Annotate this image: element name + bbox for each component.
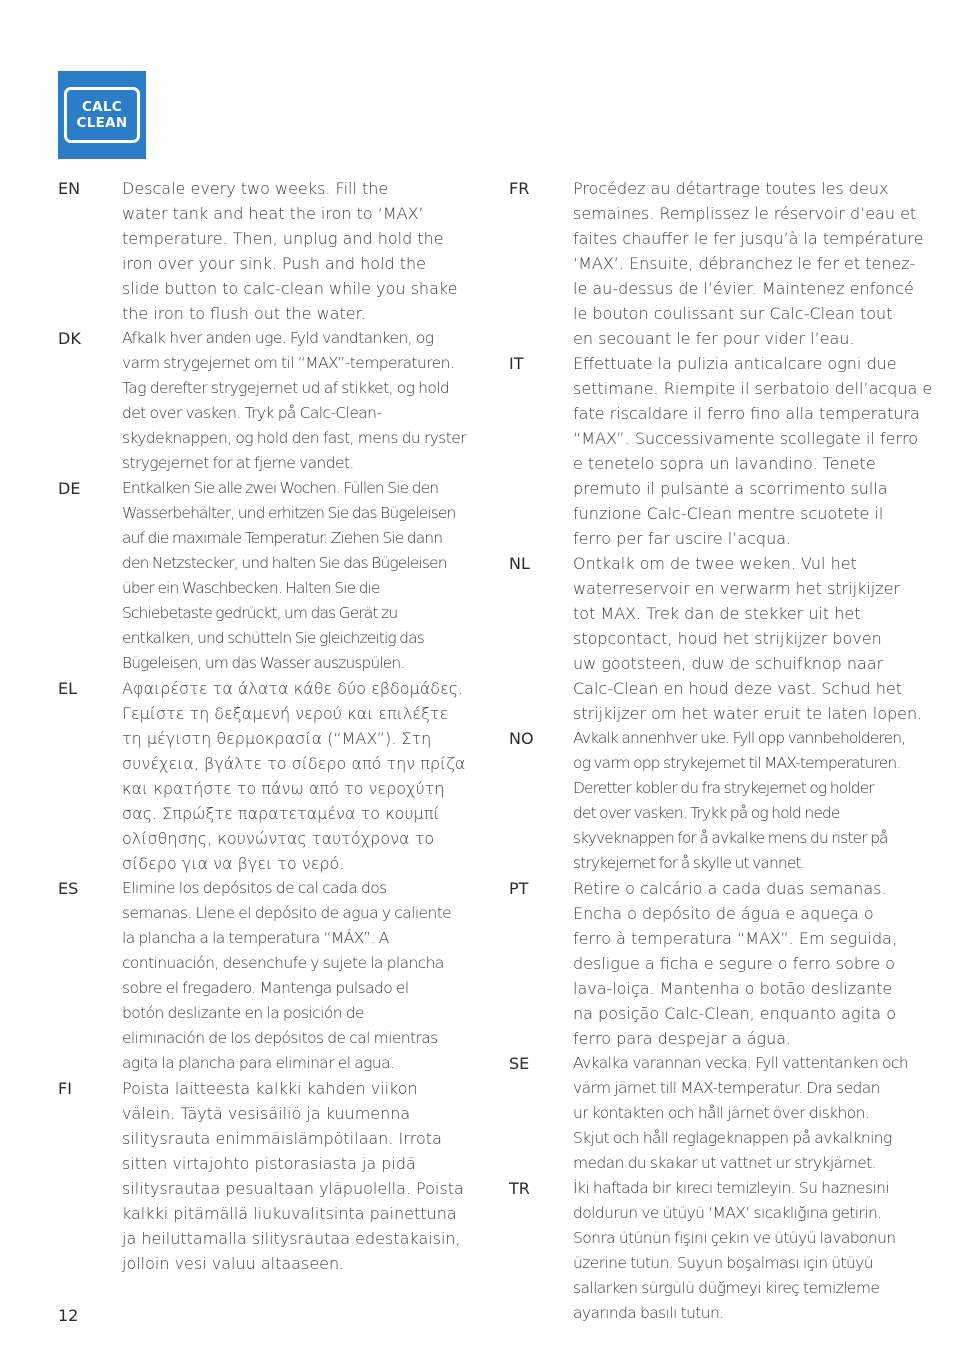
text-line: iron over your sink. Push and hold the [122,254,427,273]
text-line: water tank and heat the iron to ‘MAX’ [122,204,424,223]
text-line: varm strygejernet om til “MAX”-temperaturen. [122,354,455,372]
logo-line-2: CLEAN [76,115,128,131]
text-line: la plancha a la temperatura “MÁX”. A [122,929,389,947]
text-line: Calc-Clean en houd deze vast. Schud het [573,679,902,698]
text-line: ayarında basılı tutun. [573,1304,724,1322]
text-line: Bügeleisen, um das Wasser auszuspülen. [122,654,405,672]
language-code: EL [58,679,78,698]
text-line: botón deslizante en la posición de [122,1004,364,1022]
text-line: temperature. Then, unplug and hold the [122,229,444,248]
text-line: Skjut och håll reglageknappen på avkalkning [573,1129,892,1147]
text-line: waterreservoir en verwarm het strijkijzer [573,579,900,598]
text-line: Γεμίστε τη δεξαμενή νερού και επιλέξτε [122,704,449,723]
text-line: Avkalka varannan vecka. Fyll vattentanken och [573,1054,909,1072]
language-code: FR [509,179,530,198]
text-line: the iron to flush out the water. [122,304,366,323]
text-line: continuación, desenchufe y sujete la plancha [122,954,444,972]
instruction-text [573,876,909,1051]
language-entry-nl [509,551,923,726]
text-line: Retire o calcário a cada duas semanas. [573,879,887,898]
text-line: det over vasken. Trykk på og hold nede [573,804,840,822]
text-line: le bouton coulissant sur Calc-Clean tout [573,304,893,323]
text-line: Poista laitteesta kalkki kahden viikon [122,1079,418,1098]
language-code: ES [58,879,79,898]
text-line: Encha o depósito de água e aqueça o [573,904,874,923]
text-line: entkalken, und schütteln Sie gleichzeitig das [122,629,424,647]
language-entry-de [58,476,458,676]
logo-line-1: CALC [81,99,123,115]
text-line: Tag derefter strygejernet ud af stikket, og hold [122,379,450,397]
text-line: και κρατήστε το πάνω από το νεροχύτη [122,779,445,798]
text-line: Ontkalk om de twee weken. Vul het [573,554,857,573]
instruction-text [573,351,932,551]
text-line: lava-loiça. Mantenha o botão deslizante [573,979,893,998]
language-entry-se [509,1051,909,1176]
text-line: Αφαιρέστε τα άλατα κάθε δύο εβδομάδες. [122,679,464,698]
text-line: eliminación de los depósitos de cal mientras [122,1029,438,1047]
language-entry-tr [509,1176,909,1326]
text-line: Entkalken Sie alle zwei Wochen. Füllen Sie den [122,479,439,497]
text-line: ja heiluttamalla silitysrautaa edestakaisin, [122,1229,461,1248]
language-code: TR [509,1179,530,1198]
text-line: semaines. Remplissez le réservoir d’eau et [573,204,917,223]
instruction-text [573,726,909,876]
instruction-text [122,326,466,476]
text-line: premuto il pulsante a scorrimento sulla [573,479,888,498]
instruction-text [573,551,922,726]
instruction-text [573,176,923,351]
text-line: Sonra ütünün fişini çekin ve ütüyü lavabonun [573,1229,896,1247]
text-line: den Netzstecker, und halten Sie das Bügeleisen [122,554,447,572]
text-line: agita la plancha para eliminar el agua. [122,1054,395,1072]
text-line: doldurun ve ütüyü ‘MAX’ sıcaklığına getirin. [573,1204,882,1222]
calc-clean-badge [64,87,140,143]
instruction-text [122,176,458,326]
text-line: semanas. Llene el depósito de agua y caliente [122,904,452,922]
text-line: fate riscaldare il ferro fino alla temperatura [573,404,920,423]
text-line: ur kontakten och håll järnet över diskhon. [573,1104,870,1122]
text-line: uw gootsteen, duw de schuifknop naar [573,654,884,673]
language-entry-fi [58,1076,464,1276]
text-line: silitysrauta enimmäislämpötilaan. Irrota [122,1129,442,1148]
right-column [509,176,933,1326]
instruction-text [122,1076,464,1276]
language-entry-el [58,676,466,876]
text-line: Afkalk hver anden uge. Fyld vandtanken, og [122,329,434,347]
text-line: strijkijzer om het water eruit te laten lopen. [573,704,923,723]
text-line: über ein Waschbecken. Halten Sie die [122,579,380,597]
language-code: FI [58,1079,72,1098]
language-entry-dk [58,326,466,476]
text-line: ολίσθησης, κουνώντας ταυτόχρονα το [122,829,435,848]
text-line: desligue a ficha e segure o ferro sobre o [573,954,895,973]
text-line: ferro para despejar a água. [573,1029,792,1048]
text-line: ferro à temperatura “MAX”. Em seguida, [573,929,898,948]
text-line: Descale every two weeks. Fill the [122,179,389,198]
text-line: og varm opp strykejernet til MAX-temperaturen. [573,754,901,772]
text-line: medan du skakar ut vattnet ur strykjärnet. [573,1154,876,1172]
text-line: Procédez au détartrage toutes les deux [573,179,889,198]
language-code: EN [58,179,81,198]
text-line: üzerine tutun. Suyun boşalması için ütüyü [573,1254,873,1272]
text-line: ‘MAX’. Ensuite, débranchez le fer et tenez- [573,254,916,273]
text-line: “MAX”. Successivamente scollegate il ferro [573,429,919,448]
language-code: DE [58,479,81,498]
text-line: sallarken sürgülü düğmeyi kireç temizleme [573,1279,880,1297]
text-line: τη μέγιστη θερμοκρασία (“MAX”). Στη [122,729,432,748]
left-column [58,176,466,1276]
instruction-text [122,676,465,876]
text-line: sobre el fregadero. Mantenga pulsado el [122,979,409,997]
text-line: Deretter kobler du fra strykejernet og holder [573,779,874,797]
language-code: SE [509,1054,530,1073]
language-entry-fr [509,176,924,351]
text-line: skyveknappen for å avkalke mens du rister på [573,829,888,847]
text-line: jolloin vesi valuu altaaseen. [122,1254,345,1273]
text-line: Schiebetaste gedrückt, um das Gerät zu [122,604,398,622]
language-entry-no [509,726,909,876]
language-code: NO [509,729,534,748]
text-line: funzione Calc-Clean mentre scuotete il [573,504,884,523]
language-entry-es [58,876,458,1076]
text-line: le au-dessus de l’évier. Maintenez enfoncé [573,279,914,298]
text-line: strygejernet for at fjerne vandet. [122,454,354,472]
language-entry-it [509,351,933,551]
page-number: 12 [58,1306,79,1325]
text-line: Avkalk annenhver uke. Fyll opp vannbeholderen, [573,729,906,747]
text-line: slide button to calc-clean while you shake [122,279,458,298]
language-entry-pt [509,876,909,1051]
instruction-text [573,1176,909,1326]
text-line: stopcontact, houd het strijkijzer boven [573,629,882,648]
text-line: σίδερο για να βγει το νερό. [122,854,345,873]
language-code: NL [509,554,530,573]
text-line: Effettuate la pulizia anticalcare ogni due [573,354,897,373]
text-line: silitysrautaa pesualtaan yläpuolella. Poista [122,1179,464,1198]
language-code: DK [58,329,81,348]
language-code: IT [509,354,524,373]
instruction-text [573,1051,909,1176]
instruction-text [122,476,458,676]
language-code: PT [509,879,529,898]
text-line: İki haftada bir kireci temizleyin. Su haznesini [573,1179,890,1197]
text-line: välein. Täytä vesisäiliö ja kuumenna [122,1104,411,1123]
text-line: Wasserbehälter, und erhitzen Sie das Bügeleisen [122,504,456,522]
text-line: strykejernet for å skylle ut vannet. [573,854,805,872]
text-line: ferro per far uscire l’acqua. [573,529,792,548]
text-line: na posição Calc-Clean, enquanto agita o [573,1004,896,1023]
text-line: auf die maximale Temperatur. Ziehen Sie dann [122,529,443,547]
text-line: kalkki pitämällä liukuvalitsinta painettuna [122,1204,457,1223]
text-line: tot MAX. Trek dan de stekker uit het [573,604,861,623]
text-line: faites chauffer le fer jusqu’à la température [573,229,924,248]
text-line: sitten virtajohto pistorasiasta ja pidä [122,1154,416,1173]
text-line: e tenetelo sopra un lavandino. Tenete [573,454,876,473]
text-line: skydeknappen, og hold den fast, mens du ryster [122,429,466,447]
text-line: en secouant le fer pour vider l’eau. [573,329,855,348]
language-entry-en [58,176,458,326]
text-line: σας. Σπρώξτε παρατεταμένα το κουμπί [122,804,440,823]
text-line: συνέχεια, βγάλτε το σίδερο από την πρίζα [122,754,466,773]
text-line: settimane. Riempite il serbatoio dell’acqua e [573,379,933,398]
calc-clean-logo [58,71,146,159]
text-line: det over vasken. Tryk på Calc-Clean- [122,404,382,422]
text-line: Elimine los depósitos de cal cada dos [122,879,387,897]
text-line: värm järnet till MAX-temperatur. Dra sedan [573,1079,880,1097]
instruction-text [122,876,458,1076]
